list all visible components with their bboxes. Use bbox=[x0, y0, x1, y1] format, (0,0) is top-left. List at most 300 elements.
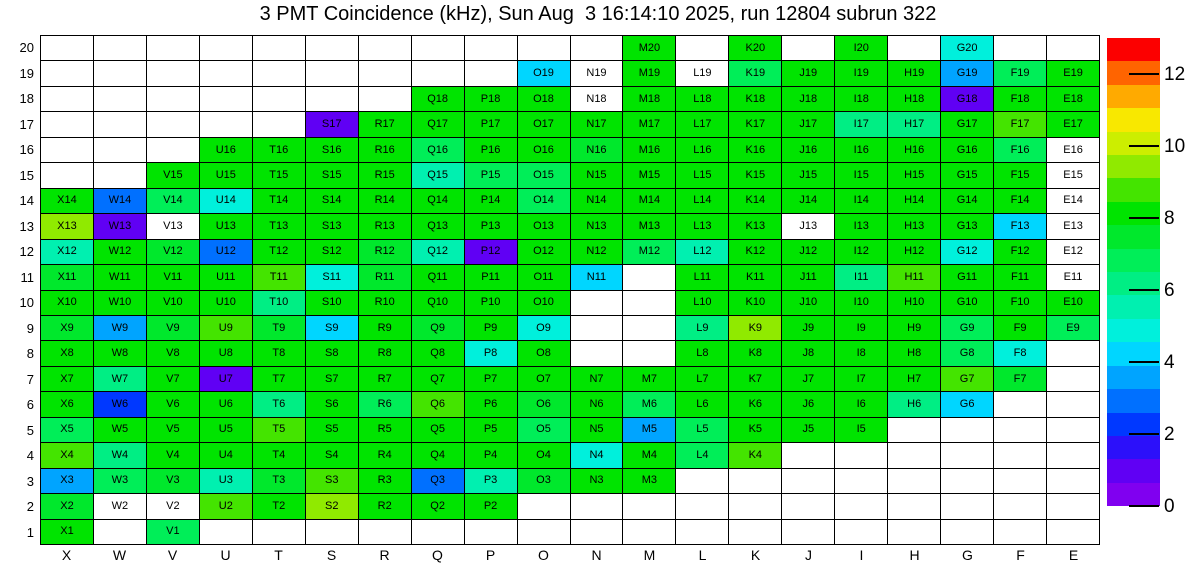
cell-Q9: Q9 bbox=[412, 316, 465, 341]
cell-V20 bbox=[147, 36, 200, 61]
cell-N9 bbox=[571, 316, 624, 341]
cell-S6: S6 bbox=[306, 392, 359, 417]
cell-W2: W2 bbox=[94, 494, 147, 519]
cell-W12: W12 bbox=[94, 240, 147, 265]
cell-M20: M20 bbox=[623, 36, 676, 61]
cell-G8: G8 bbox=[941, 341, 994, 366]
cell-V1: V1 bbox=[147, 520, 200, 545]
cell-E5 bbox=[1047, 418, 1100, 443]
cell-X14: X14 bbox=[41, 189, 94, 214]
cell-V12: V12 bbox=[147, 240, 200, 265]
cell-E20 bbox=[1047, 36, 1100, 61]
cell-J8: J8 bbox=[782, 341, 835, 366]
cell-J5: J5 bbox=[782, 418, 835, 443]
cell-J13: J13 bbox=[782, 214, 835, 239]
cell-O11: O11 bbox=[518, 265, 571, 290]
cell-R9: R9 bbox=[359, 316, 412, 341]
cell-P17: P17 bbox=[465, 112, 518, 137]
colorbar-tickmark-0 bbox=[1129, 505, 1159, 507]
cell-E10: E10 bbox=[1047, 291, 1100, 316]
cell-X16 bbox=[41, 138, 94, 163]
cell-X11: X11 bbox=[41, 265, 94, 290]
colorbar-band-14 bbox=[1107, 155, 1160, 178]
cell-L2 bbox=[676, 494, 729, 519]
cell-I11: I11 bbox=[835, 265, 888, 290]
y-axis-label-17: 17 bbox=[19, 116, 34, 132]
colorbar-band-7 bbox=[1107, 319, 1160, 342]
cell-H8: H8 bbox=[888, 341, 941, 366]
colorbar-tickmark-12 bbox=[1129, 73, 1159, 75]
cell-F15: F15 bbox=[994, 163, 1047, 188]
colorbar-band-1 bbox=[1107, 459, 1160, 482]
cell-P12: P12 bbox=[465, 240, 518, 265]
colorbar-ticklabel-12: 12 bbox=[1164, 64, 1186, 85]
cell-O16: O16 bbox=[518, 138, 571, 163]
cell-G3 bbox=[941, 469, 994, 494]
cell-G11: G11 bbox=[941, 265, 994, 290]
cell-K7: K7 bbox=[729, 367, 782, 392]
cell-S3: S3 bbox=[306, 469, 359, 494]
cell-X8: X8 bbox=[41, 341, 94, 366]
cell-Q17: Q17 bbox=[412, 112, 465, 137]
cell-W8: W8 bbox=[94, 341, 147, 366]
colorbar-band-17 bbox=[1107, 85, 1160, 108]
cell-M14: M14 bbox=[623, 189, 676, 214]
cell-X12: X12 bbox=[41, 240, 94, 265]
cell-P10: P10 bbox=[465, 291, 518, 316]
cell-G7: G7 bbox=[941, 367, 994, 392]
x-axis-label-W: W bbox=[112, 547, 127, 563]
cell-V13: V13 bbox=[147, 214, 200, 239]
cell-N20 bbox=[571, 36, 624, 61]
cell-H20 bbox=[888, 36, 941, 61]
colorbar-band-9 bbox=[1107, 272, 1160, 295]
cell-P6: P6 bbox=[465, 392, 518, 417]
cell-G6: G6 bbox=[941, 392, 994, 417]
cell-N14: N14 bbox=[571, 189, 624, 214]
cell-T15: T15 bbox=[253, 163, 306, 188]
colorbar-ticklabel-4: 4 bbox=[1164, 352, 1175, 373]
cell-L8: L8 bbox=[676, 341, 729, 366]
cell-Q7: Q7 bbox=[412, 367, 465, 392]
cell-N19: N19 bbox=[571, 61, 624, 86]
cell-G15: G15 bbox=[941, 163, 994, 188]
cell-M19: M19 bbox=[623, 61, 676, 86]
cell-S4: S4 bbox=[306, 443, 359, 468]
cell-W19 bbox=[94, 61, 147, 86]
cell-W16 bbox=[94, 138, 147, 163]
cell-W15 bbox=[94, 163, 147, 188]
cell-H17: H17 bbox=[888, 112, 941, 137]
cell-J14: J14 bbox=[782, 189, 835, 214]
cell-H2 bbox=[888, 494, 941, 519]
cell-O2 bbox=[518, 494, 571, 519]
cell-O18: O18 bbox=[518, 87, 571, 112]
cell-I8: I8 bbox=[835, 341, 888, 366]
cell-W11: W11 bbox=[94, 265, 147, 290]
cell-U16: U16 bbox=[200, 138, 253, 163]
cell-L19: L19 bbox=[676, 61, 729, 86]
colorbar-tickmark-8 bbox=[1129, 217, 1159, 219]
cell-S15: S15 bbox=[306, 163, 359, 188]
cell-I15: I15 bbox=[835, 163, 888, 188]
colorbar-tickmark-10 bbox=[1129, 145, 1159, 147]
cell-P2: P2 bbox=[465, 494, 518, 519]
cell-O14: O14 bbox=[518, 189, 571, 214]
cell-O17: O17 bbox=[518, 112, 571, 137]
cell-N5: N5 bbox=[571, 418, 624, 443]
cell-T16: T16 bbox=[253, 138, 306, 163]
cell-H16: H16 bbox=[888, 138, 941, 163]
cell-Q14: Q14 bbox=[412, 189, 465, 214]
cell-O10: O10 bbox=[518, 291, 571, 316]
cell-U17 bbox=[200, 112, 253, 137]
cell-H5 bbox=[888, 418, 941, 443]
cell-N13: N13 bbox=[571, 214, 624, 239]
cell-X5: X5 bbox=[41, 418, 94, 443]
cell-Q13: Q13 bbox=[412, 214, 465, 239]
cell-V7: V7 bbox=[147, 367, 200, 392]
x-axis-label-N: N bbox=[591, 547, 602, 563]
cell-G16: G16 bbox=[941, 138, 994, 163]
cell-R4: R4 bbox=[359, 443, 412, 468]
cell-P16: P16 bbox=[465, 138, 518, 163]
cell-M5: M5 bbox=[623, 418, 676, 443]
cell-N8 bbox=[571, 341, 624, 366]
cell-F3 bbox=[994, 469, 1047, 494]
cell-S19 bbox=[306, 61, 359, 86]
colorbar-ticklabel-10: 10 bbox=[1164, 136, 1186, 157]
cell-V19 bbox=[147, 61, 200, 86]
cell-V5: V5 bbox=[147, 418, 200, 443]
cell-W5: W5 bbox=[94, 418, 147, 443]
cell-R12: R12 bbox=[359, 240, 412, 265]
cell-S2: S2 bbox=[306, 494, 359, 519]
cell-G17: G17 bbox=[941, 112, 994, 137]
cell-H6: H6 bbox=[888, 392, 941, 417]
cell-O9: O9 bbox=[518, 316, 571, 341]
cell-V18 bbox=[147, 87, 200, 112]
cell-K15: K15 bbox=[729, 163, 782, 188]
cell-Q5: Q5 bbox=[412, 418, 465, 443]
cell-P7: P7 bbox=[465, 367, 518, 392]
cell-E6 bbox=[1047, 392, 1100, 417]
cell-P9: P9 bbox=[465, 316, 518, 341]
y-axis-label-19: 19 bbox=[19, 65, 34, 81]
cell-X4: X4 bbox=[41, 443, 94, 468]
cell-T20 bbox=[253, 36, 306, 61]
cell-G9: G9 bbox=[941, 316, 994, 341]
cell-L10: L10 bbox=[676, 291, 729, 316]
cell-I4 bbox=[835, 443, 888, 468]
cell-U18 bbox=[200, 87, 253, 112]
cell-R20 bbox=[359, 36, 412, 61]
colorbar-band-8 bbox=[1107, 295, 1160, 318]
cell-U1 bbox=[200, 520, 253, 545]
cell-T11: T11 bbox=[253, 265, 306, 290]
cell-W4: W4 bbox=[94, 443, 147, 468]
cell-X13: X13 bbox=[41, 214, 94, 239]
cell-T8: T8 bbox=[253, 341, 306, 366]
cell-I2 bbox=[835, 494, 888, 519]
cell-T19 bbox=[253, 61, 306, 86]
x-axis-label-H: H bbox=[909, 547, 920, 563]
cell-E12: E12 bbox=[1047, 240, 1100, 265]
cell-U10: U10 bbox=[200, 291, 253, 316]
cell-F6 bbox=[994, 392, 1047, 417]
cell-M8 bbox=[623, 341, 676, 366]
cell-M2 bbox=[623, 494, 676, 519]
cell-K8: K8 bbox=[729, 341, 782, 366]
cell-P8: P8 bbox=[465, 341, 518, 366]
cell-E16: E16 bbox=[1047, 138, 1100, 163]
cell-E19: E19 bbox=[1047, 61, 1100, 86]
cell-F8: F8 bbox=[994, 341, 1047, 366]
cell-I12: I12 bbox=[835, 240, 888, 265]
y-axis-label-18: 18 bbox=[19, 91, 34, 107]
cell-J1 bbox=[782, 520, 835, 545]
y-axis-label-3: 3 bbox=[26, 473, 34, 489]
cell-U20 bbox=[200, 36, 253, 61]
cell-W18 bbox=[94, 87, 147, 112]
y-axis-label-15: 15 bbox=[19, 167, 34, 183]
cell-I7: I7 bbox=[835, 367, 888, 392]
cell-F19: F19 bbox=[994, 61, 1047, 86]
colorbar-ticklabel-0: 0 bbox=[1164, 496, 1175, 517]
cell-H15: H15 bbox=[888, 163, 941, 188]
colorbar-tickmark-4 bbox=[1129, 361, 1159, 363]
colorbar-band-0 bbox=[1107, 483, 1160, 506]
cell-T10: T10 bbox=[253, 291, 306, 316]
cell-X9: X9 bbox=[41, 316, 94, 341]
cell-I16: I16 bbox=[835, 138, 888, 163]
cell-Q3: Q3 bbox=[412, 469, 465, 494]
cell-G12: G12 bbox=[941, 240, 994, 265]
cell-G1 bbox=[941, 520, 994, 545]
cell-U2: U2 bbox=[200, 494, 253, 519]
cell-H19: H19 bbox=[888, 61, 941, 86]
cell-W6: W6 bbox=[94, 392, 147, 417]
cell-E15: E15 bbox=[1047, 163, 1100, 188]
cell-R13: R13 bbox=[359, 214, 412, 239]
cell-I17: I17 bbox=[835, 112, 888, 137]
cell-F1 bbox=[994, 520, 1047, 545]
cell-J3 bbox=[782, 469, 835, 494]
cell-G10: G10 bbox=[941, 291, 994, 316]
cell-G13: G13 bbox=[941, 214, 994, 239]
cell-L11: L11 bbox=[676, 265, 729, 290]
cell-R3: R3 bbox=[359, 469, 412, 494]
colorbar-tickmark-6 bbox=[1129, 289, 1159, 291]
cell-T13: T13 bbox=[253, 214, 306, 239]
cell-M3: M3 bbox=[623, 469, 676, 494]
cell-E1 bbox=[1047, 520, 1100, 545]
colorbar-band-13 bbox=[1107, 178, 1160, 201]
cell-Q18: Q18 bbox=[412, 87, 465, 112]
cell-R1 bbox=[359, 520, 412, 545]
cell-T18 bbox=[253, 87, 306, 112]
cell-S9: S9 bbox=[306, 316, 359, 341]
cell-J4 bbox=[782, 443, 835, 468]
cell-U4: U4 bbox=[200, 443, 253, 468]
cell-H1 bbox=[888, 520, 941, 545]
colorbar-ticklabel-2: 2 bbox=[1164, 424, 1175, 445]
cell-J2 bbox=[782, 494, 835, 519]
cell-P20 bbox=[465, 36, 518, 61]
cell-I20: I20 bbox=[835, 36, 888, 61]
cell-X19 bbox=[41, 61, 94, 86]
cell-P1 bbox=[465, 520, 518, 545]
cell-R15: R15 bbox=[359, 163, 412, 188]
cell-E17: E17 bbox=[1047, 112, 1100, 137]
cell-H3 bbox=[888, 469, 941, 494]
cell-R18 bbox=[359, 87, 412, 112]
cell-T9: T9 bbox=[253, 316, 306, 341]
cell-K3 bbox=[729, 469, 782, 494]
cell-J6: J6 bbox=[782, 392, 835, 417]
cell-K13: K13 bbox=[729, 214, 782, 239]
cell-K9: K9 bbox=[729, 316, 782, 341]
cell-N11: N11 bbox=[571, 265, 624, 290]
x-axis-label-X: X bbox=[61, 547, 72, 563]
cell-F18: F18 bbox=[994, 87, 1047, 112]
cell-S13: S13 bbox=[306, 214, 359, 239]
cell-E14: E14 bbox=[1047, 189, 1100, 214]
cell-J7: J7 bbox=[782, 367, 835, 392]
cell-H12: H12 bbox=[888, 240, 941, 265]
cell-P13: P13 bbox=[465, 214, 518, 239]
cell-U14: U14 bbox=[200, 189, 253, 214]
colorbar-band-4 bbox=[1107, 389, 1160, 412]
cell-W9: W9 bbox=[94, 316, 147, 341]
cell-L5: L5 bbox=[676, 418, 729, 443]
cell-M10 bbox=[623, 291, 676, 316]
y-axis-label-14: 14 bbox=[19, 193, 34, 209]
cell-V16 bbox=[147, 138, 200, 163]
cell-Q20 bbox=[412, 36, 465, 61]
cell-E9: E9 bbox=[1047, 316, 1100, 341]
cell-V14: V14 bbox=[147, 189, 200, 214]
cell-K20: K20 bbox=[729, 36, 782, 61]
cell-E11: E11 bbox=[1047, 265, 1100, 290]
chart-title: 3 PMT Coincidence (kHz), Sun Aug 3 16:14:10 2025, run 12804 subrun 322 bbox=[259, 3, 937, 25]
cell-H4 bbox=[888, 443, 941, 468]
cell-M12: M12 bbox=[623, 240, 676, 265]
cell-T3: T3 bbox=[253, 469, 306, 494]
cell-G2 bbox=[941, 494, 994, 519]
cell-I3 bbox=[835, 469, 888, 494]
cell-F16: F16 bbox=[994, 138, 1047, 163]
cell-K4: K4 bbox=[729, 443, 782, 468]
colorbar bbox=[1107, 38, 1160, 506]
cell-E8 bbox=[1047, 341, 1100, 366]
cell-V10: V10 bbox=[147, 291, 200, 316]
cell-V4: V4 bbox=[147, 443, 200, 468]
cell-R5: R5 bbox=[359, 418, 412, 443]
x-axis-label-J: J bbox=[805, 547, 812, 563]
cell-U5: U5 bbox=[200, 418, 253, 443]
cell-L4: L4 bbox=[676, 443, 729, 468]
cell-T4: T4 bbox=[253, 443, 306, 468]
cell-R16: R16 bbox=[359, 138, 412, 163]
cell-S1 bbox=[306, 520, 359, 545]
cell-M7: M7 bbox=[623, 367, 676, 392]
cell-S12: S12 bbox=[306, 240, 359, 265]
cell-L13: L13 bbox=[676, 214, 729, 239]
cell-J18: J18 bbox=[782, 87, 835, 112]
cell-J17: J17 bbox=[782, 112, 835, 137]
cell-T7: T7 bbox=[253, 367, 306, 392]
cell-O8: O8 bbox=[518, 341, 571, 366]
y-axis-label-5: 5 bbox=[26, 422, 34, 438]
cell-Q8: Q8 bbox=[412, 341, 465, 366]
cell-Q12: Q12 bbox=[412, 240, 465, 265]
cell-X15 bbox=[41, 163, 94, 188]
cell-V6: V6 bbox=[147, 392, 200, 417]
x-axis-label-F: F bbox=[1016, 547, 1025, 563]
cell-F5 bbox=[994, 418, 1047, 443]
cell-E13: E13 bbox=[1047, 214, 1100, 239]
cell-I6: I6 bbox=[835, 392, 888, 417]
x-axis-label-I: I bbox=[859, 547, 864, 563]
cell-F7: F7 bbox=[994, 367, 1047, 392]
cell-H14: H14 bbox=[888, 189, 941, 214]
cell-K2 bbox=[729, 494, 782, 519]
cell-V15: V15 bbox=[147, 163, 200, 188]
colorbar-band-5 bbox=[1107, 366, 1160, 389]
cell-O6: O6 bbox=[518, 392, 571, 417]
cell-H10: H10 bbox=[888, 291, 941, 316]
cell-I14: I14 bbox=[835, 189, 888, 214]
cell-K11: K11 bbox=[729, 265, 782, 290]
cell-L15: L15 bbox=[676, 163, 729, 188]
cell-M15: M15 bbox=[623, 163, 676, 188]
cell-W14: W14 bbox=[94, 189, 147, 214]
cell-V8: V8 bbox=[147, 341, 200, 366]
cell-X2: X2 bbox=[41, 494, 94, 519]
y-axis-label-16: 16 bbox=[19, 142, 34, 158]
cell-J11: J11 bbox=[782, 265, 835, 290]
colorbar-band-12 bbox=[1107, 202, 1160, 225]
cell-M9 bbox=[623, 316, 676, 341]
y-axis-label-4: 4 bbox=[26, 448, 34, 464]
x-axis-label-M: M bbox=[643, 547, 656, 563]
cell-L16: L16 bbox=[676, 138, 729, 163]
cell-S18 bbox=[306, 87, 359, 112]
y-axis-label-7: 7 bbox=[26, 371, 34, 387]
cell-O13: O13 bbox=[518, 214, 571, 239]
cell-T12: T12 bbox=[253, 240, 306, 265]
cell-W13: W13 bbox=[94, 214, 147, 239]
cell-L12: L12 bbox=[676, 240, 729, 265]
cell-N17: N17 bbox=[571, 112, 624, 137]
cell-N12: N12 bbox=[571, 240, 624, 265]
cell-E18: E18 bbox=[1047, 87, 1100, 112]
cell-O5: O5 bbox=[518, 418, 571, 443]
cell-T2: T2 bbox=[253, 494, 306, 519]
cell-E7 bbox=[1047, 367, 1100, 392]
cell-Q16: Q16 bbox=[412, 138, 465, 163]
cell-T1 bbox=[253, 520, 306, 545]
cell-U13: U13 bbox=[200, 214, 253, 239]
cell-Q19 bbox=[412, 61, 465, 86]
x-axis-label-Q: Q bbox=[432, 547, 443, 563]
cell-L6: L6 bbox=[676, 392, 729, 417]
cell-U11: U11 bbox=[200, 265, 253, 290]
cell-M13: M13 bbox=[623, 214, 676, 239]
cell-S8: S8 bbox=[306, 341, 359, 366]
x-axis-label-K: K bbox=[750, 547, 761, 563]
